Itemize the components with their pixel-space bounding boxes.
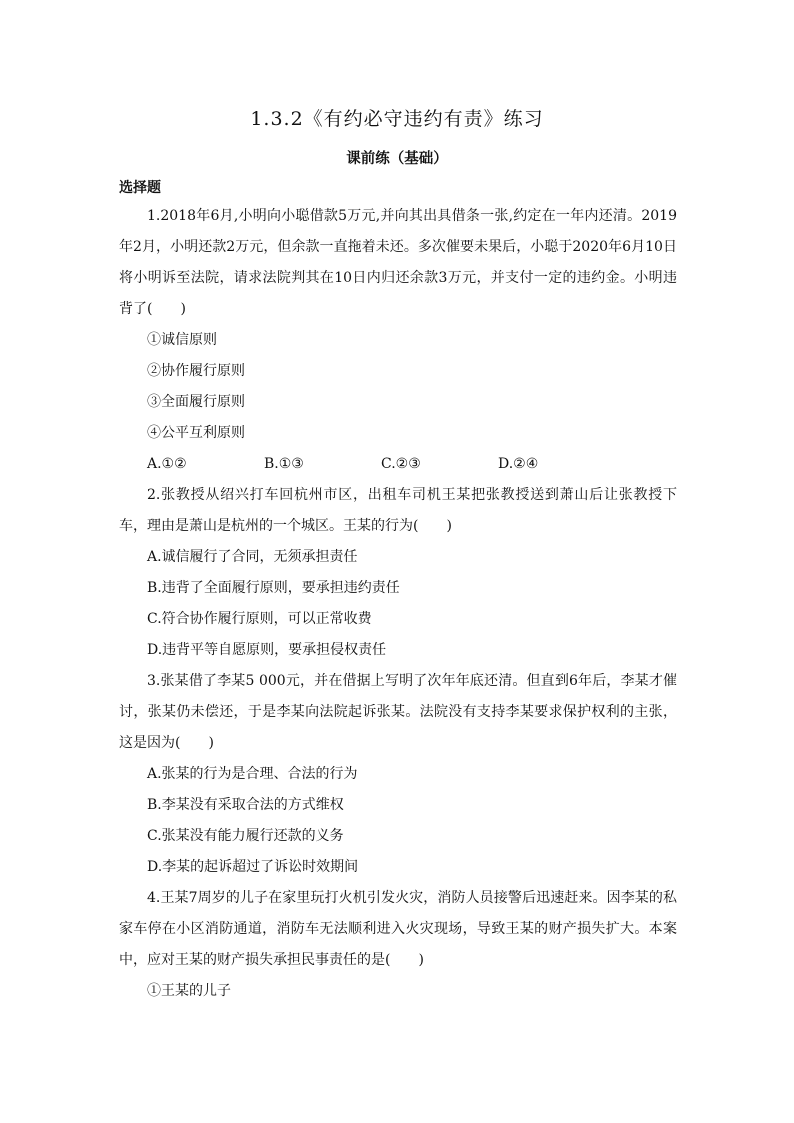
question-2-option-a: A.诚信履行了合同，无须承担责任 (147, 549, 358, 565)
choice-a: A.①② (147, 456, 187, 472)
question-1-choices (119, 449, 677, 480)
question-4-stem: 4.王某7周岁的儿子在家里玩打火机引发火灾，消防人员接警后迅速赶来。因李某的私家车停在小区消防通道，消防车无法顺利进入火灾现场，导致王某的财产损失扩大。本案中，应对王某的财产损失承担民事责任的是( ) (119, 890, 677, 968)
question-3 (119, 666, 677, 883)
section-heading: 选择题 (119, 180, 161, 196)
question-3-option-b: B.李某没有采取合法的方式维权 (147, 797, 344, 813)
question-3-option-d: D.李某的起诉超过了诉讼时效期间 (147, 859, 359, 875)
question-2-option-c: C.符合协作履行原则，可以正常收费 (147, 611, 372, 627)
question-list (119, 201, 677, 1007)
choice-b: B.①③ (264, 456, 304, 472)
document-title: 1.3.2《有约必守违约有责》练习 (250, 108, 544, 130)
question-1-item: ②协作履行原则 (147, 363, 245, 379)
question-1-item: ④公平互利原则 (147, 425, 245, 441)
question-1 (119, 201, 677, 480)
question-1-item: ①诚信原则 (147, 332, 217, 348)
choice-d: D.②④ (498, 456, 539, 472)
question-2 (119, 480, 677, 666)
question-3-stem: 3.张某借了李某5 000元，并在借据上写明了次年年底还清。但直到6年后，李某才催讨，张某仍未偿还，于是李某向法院起诉张某。法院没有支持李某要求保护权利的主张，这是因为( ) (119, 673, 677, 751)
question-4 (119, 883, 677, 1007)
question-1-stem: 1.2018年6月,小明向小聪借款5万元,并向其出具借条一张,约定在一年内还清。2019年2月，小明还款2万元，但余款一直拖着未还。多次催要未果后，小聪于2020年6月10日将小明诉至法院，请求法院判其在10日内归还余款3万元，并支付一定的违约金。小明违背了( ) (119, 208, 677, 317)
choice-c: C.②③ (381, 456, 421, 472)
document-subtitle: 课前练（基础） (346, 150, 448, 167)
question-3-option-a: A.张某的行为是合理、合法的行为 (147, 766, 358, 782)
question-3-option-c: C.张某没有能力履行还款的义务 (147, 828, 344, 844)
question-2-stem: 2.张教授从绍兴打车回杭州市区，出租车司机王某把张教授送到萧山后让张教授下车，理由是萧山是杭州的一个城区。王某的行为( ) (119, 487, 677, 534)
question-4-item: ①王某的儿子 (147, 983, 231, 999)
question-2-option-d: D.违背平等自愿原则，要承担侵权责任 (147, 642, 387, 658)
question-2-option-b: B.违背了全面履行原则，要承担违约责任 (147, 580, 400, 596)
question-1-item: ③全面履行原则 (147, 394, 245, 410)
